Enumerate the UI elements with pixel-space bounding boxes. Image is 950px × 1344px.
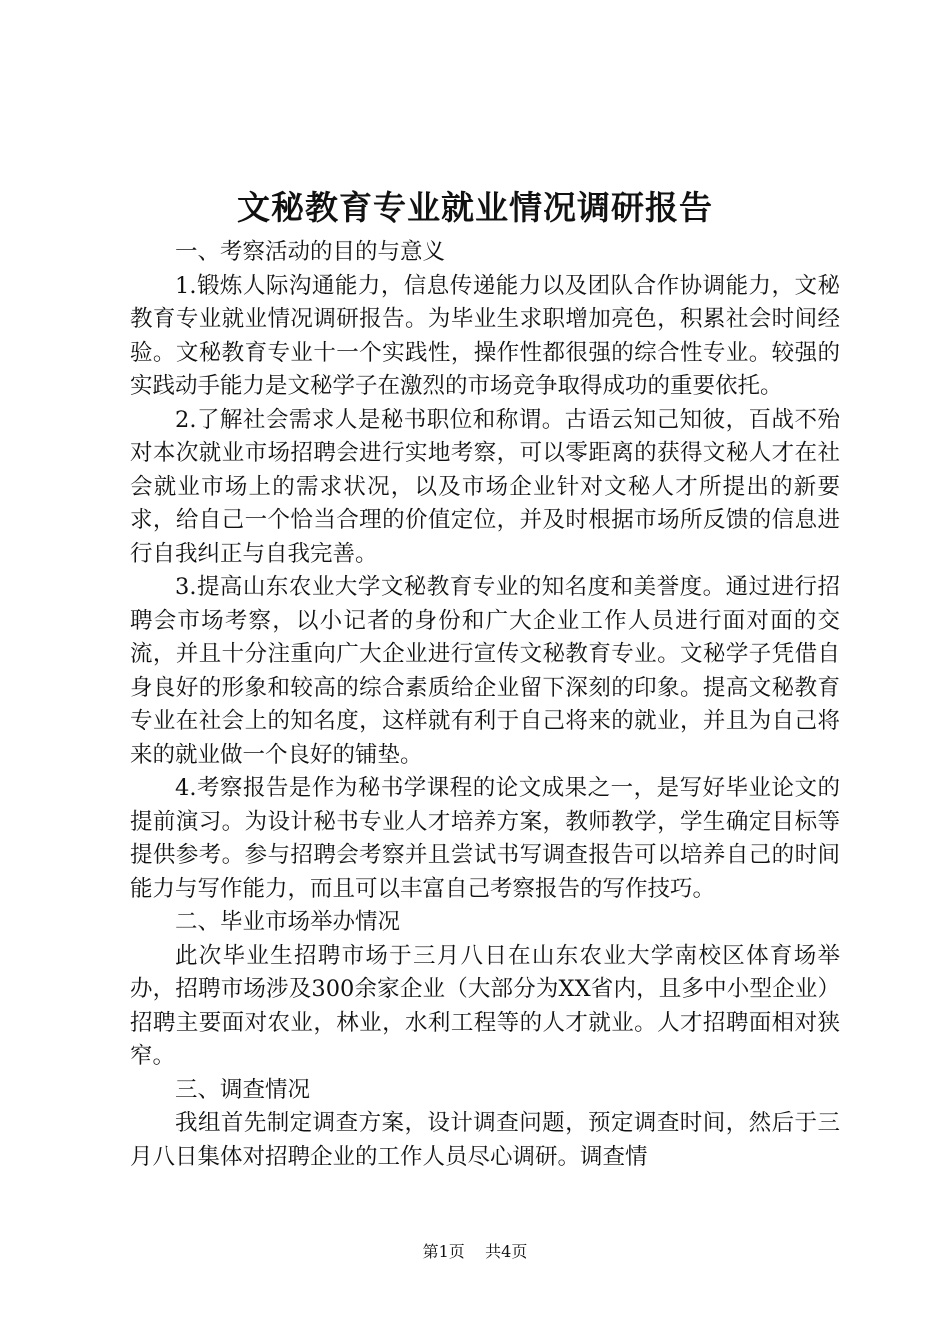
paragraph-6: 我组首先制定调查方案，设计调查问题，预定调查时间，然后于三月八日集体对招聘企业的工作人员尽心调研。调查情 [130, 1110, 840, 1170]
document-body [130, 236, 840, 1174]
page-footer [0, 1240, 950, 1264]
page-number: 第1页 [422, 1242, 465, 1261]
paragraph-1: 1.锻炼人际沟通能力，信息传递能力以及团队合作协调能力，文秘教育专业就业情况调研报告。为毕业生求职增加亮色，积累社会时间经验。文秘教育专业十一个实践性，操作性都很强的综合性专业。较强的实践动手能力是文秘学子在激烈的市场竞争取得成功的重要依托。 [130, 272, 840, 399]
document-title: 文秘教育专业就业情况调研报告 [237, 188, 713, 227]
paragraph-4: 4.考察报告是作为秘书学课程的论文成果之一，是写好毕业论文的提前演习。为设计秘书专业人才培养方案，教师教学，学生确定目标等提供参考。参与招聘会考察并且尝试书写调查报告可以培养自己的时间能力与写作能力，而且可以丰富自己考察报告的写作技巧。 [130, 775, 840, 902]
section-heading-1: 一、考察活动的目的与意义 [175, 239, 446, 265]
page-separator [470, 1242, 480, 1261]
paragraph-5: 此次毕业生招聘市场于三月八日在山东农业大学南校区体育场举办，招聘市场涉及300余家企业（大部分为XX省内，且多中小型企业）招聘主要面对农业，林业，水利工程等的人才就业。人才招聘面相对狭窄。 [130, 942, 840, 1069]
section-heading-3: 三、调查情况 [175, 1076, 311, 1103]
paragraph-3: 3.提高山东农业大学文秘教育专业的知名度和美誉度。通过进行招聘会市场考察，以小记者的身份和广大企业工作人员进行面对面的交流，并且十分注重向广大企业进行宣传文秘教育专业。文秘学子凭借自身良好的形象和较高的综合素质给企业留下深刻的印象。提高文秘教育专业在社会上的知名度，这样就有利于自己将来的就业，并且为自己将来的就业做一个良好的铺垫。 [130, 574, 840, 768]
paragraph-2: 2.了解社会需求人是秘书职位和称谓。古语云知己知彼，百战不殆对本次就业市场招聘会进行实地考察，可以零距离的获得文秘人才在社会就业市场上的需求状况，以及市场企业针对文秘人才所提出的新要求，给自己一个恰当合理的价值定位，并及时根据市场所反馈的信息进行自我纠正与自我完善。 [130, 406, 840, 567]
page-total: 共4页 [485, 1242, 528, 1261]
section-heading-2: 二、毕业市场举办情况 [175, 909, 401, 935]
